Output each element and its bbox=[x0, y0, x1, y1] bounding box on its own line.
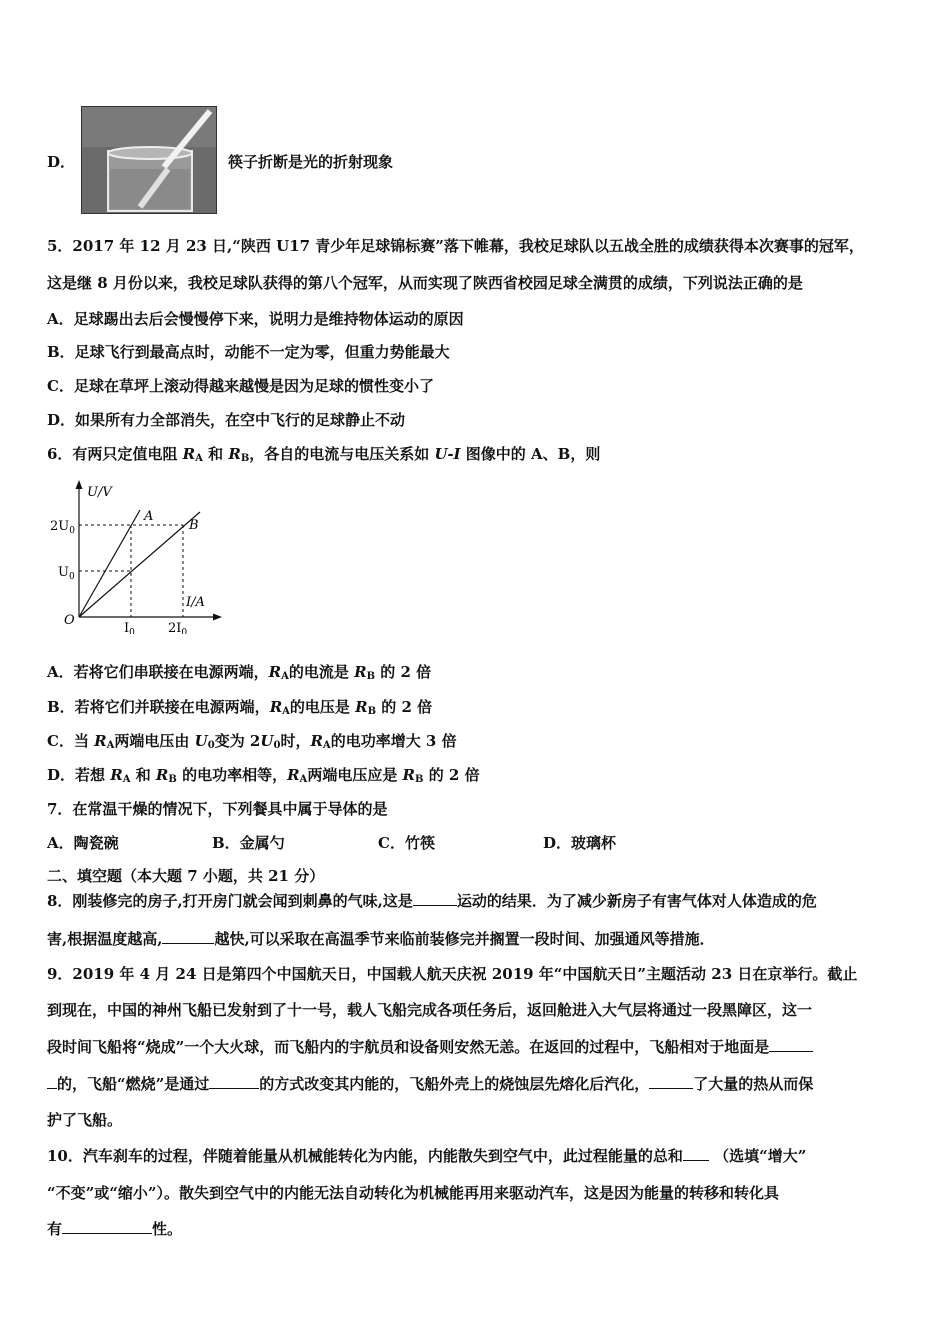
line-b-label: B bbox=[189, 518, 199, 533]
q7-option-a: A．陶瓷碗 bbox=[47, 834, 119, 852]
q7-option-d: D．玻璃杯 bbox=[543, 834, 617, 852]
q4-option-d-text: 筷子折断是光的折射现象 bbox=[228, 153, 394, 171]
blank[interactable] bbox=[209, 1074, 259, 1089]
line-a-label: A bbox=[144, 509, 154, 524]
q8-line1: 8．刚装修完的房子,打开房门就会闻到刺鼻的气味,这是 运动的结果．为了减少新房子有害气体对人体造成的危 bbox=[47, 892, 817, 910]
q6-option-d: D．若想 $R_A$ 和 $R_B$ 的电功率相等，$R_A$两端电压应是 $R_B$ 的 2 倍 bbox=[47, 766, 480, 785]
q5-option-b: B．足球飞行到最高点时，动能不一定为零，但重力势能最大 bbox=[47, 343, 450, 361]
q7-stem: 7．在常温干燥的情况下，下列餐具中属于导体的是 bbox=[47, 800, 388, 818]
blank[interactable] bbox=[62, 1219, 152, 1234]
blank[interactable] bbox=[162, 929, 214, 944]
blank[interactable] bbox=[769, 1037, 813, 1052]
q9-line5: 护了飞船。 bbox=[47, 1111, 123, 1129]
q9-line1: 9．2019 年 4 月 24 日是第四个中国航天日，中国载人航天庆祝 2019 年“中国航天日”主题活动 23 日在京举行。截止 bbox=[47, 965, 858, 983]
q7-option-c: C．竹筷 bbox=[378, 834, 435, 852]
tick-2i0: $2I_0$ bbox=[168, 621, 188, 634]
q7-option-b: B．金属勺 bbox=[212, 834, 285, 852]
y-axis-label: U/V bbox=[87, 485, 112, 500]
tick-i0: $I_0$ bbox=[124, 621, 135, 634]
blank[interactable] bbox=[683, 1146, 709, 1161]
q5-stem-line2: 这是继 8 月份以来，我校足球队获得的第八个冠军，从而实现了陕西省校园足球全满贯的成绩，下列说法正确的是 bbox=[47, 274, 803, 292]
q8-line2: 害,根据温度越高, 越快,可以采取在高温季节来临前装修完并搁置一段时间、加强通风等措施． bbox=[47, 930, 715, 948]
line-b bbox=[79, 512, 200, 617]
q9-line4: 的，飞船“燃烧”是通过 的方式改变其内能的，飞船外壳上的烧蚀层先熔化后汽化， 了大量的热从而保 bbox=[47, 1074, 813, 1094]
q10-line3: 有 性。 bbox=[47, 1220, 183, 1238]
tick-2u0: $2U_0$ bbox=[50, 519, 75, 536]
q5-option-a: A．足球踢出去后会慢慢停下来，说明力是维持物体运动的原因 bbox=[47, 310, 464, 328]
q9-line3: 段时间飞船将“烧成”一个大火球，而飞船内的宇航员和设备则安然无恙。在返回的过程中，飞船相对于地面是 bbox=[47, 1037, 813, 1057]
u-i-graph bbox=[40, 474, 240, 634]
q5-stem-line1: 5．2017 年 12 月 23 日,“陕西 U17 青少年足球锦标赛”落下帷幕，我校足球队以五战全胜的成绩获得本次赛事的冠军， bbox=[47, 237, 864, 255]
q6-option-a: A．若将它们串联接在电源两端，$R_A$的电流是 $R_B$ 的 2 倍 bbox=[47, 663, 432, 682]
tick-u0: $U_0$ bbox=[58, 565, 75, 582]
x-axis-label: I/A bbox=[186, 595, 205, 610]
q6-stem: 6．有两只定值电阻 $R_A$ 和 $R_B$，各自的电流与电压关系如 U-I 图像中的 A、B，则 bbox=[47, 445, 601, 464]
blank[interactable] bbox=[649, 1074, 693, 1089]
q6-option-c: C．当 $R_A$两端电压由 $U_0$变为 $2U_0$时，$R_A$的电功率增大 3 倍 bbox=[47, 732, 457, 751]
chopstick-in-glass-photo bbox=[81, 106, 217, 214]
blank[interactable] bbox=[413, 891, 457, 906]
origin-label: O bbox=[64, 613, 75, 628]
q10-line2: “不变”或“缩小”）。散失到空气中的内能无法自动转化为机械能再用来驱动汽车，这是因为能量的转移和转化具 bbox=[47, 1184, 780, 1202]
q5-option-c: C．足球在草坪上滚动得越来越慢是因为足球的惯性变小了 bbox=[47, 377, 434, 395]
blank[interactable] bbox=[47, 1074, 57, 1089]
q10-line1: 10．汽车刹车的过程，伴随着能量从机械能转化为内能，内能散失到空气中，此过程能量的总和 （选填“增大” bbox=[47, 1147, 807, 1165]
q4-option-d-label: D． bbox=[47, 153, 76, 171]
section-title: 二、填空题（本大题 7 小题，共 21 分） bbox=[47, 867, 325, 885]
q5-option-d: D．如果所有力全部消失，在空中飞行的足球静止不动 bbox=[47, 411, 406, 429]
q9-line2: 到现在，中国的神州飞船已发射到了十一号，载人飞船完成各项任务后，返回舱进入大气层将通过一段黑障区，这一 bbox=[47, 1001, 813, 1019]
q6-option-b: B．若将它们并联接在电源两端，$R_A$的电压是 $R_B$ 的 2 倍 bbox=[47, 698, 433, 717]
